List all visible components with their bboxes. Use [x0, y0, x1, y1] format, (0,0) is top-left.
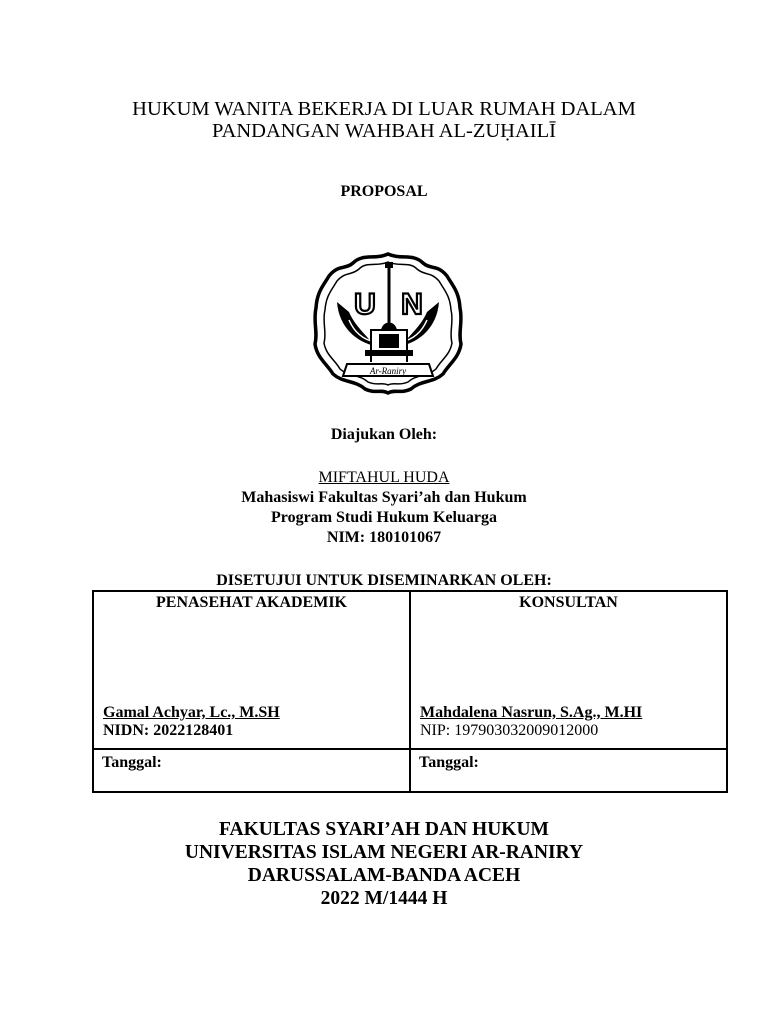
- student-info: [0, 488, 768, 548]
- consultant-name: Mahdalena Nasrun, S.Ag., M.HI: [420, 704, 643, 721]
- uin-ar-raniry-emblem-icon: [309, 250, 467, 396]
- approval-table: [92, 590, 728, 793]
- advisor-cell: [93, 591, 410, 749]
- consultant-signature-block: [420, 704, 642, 740]
- advisor-date-label: Tanggal:: [93, 749, 410, 792]
- student-faculty: Mahasiswi Fakultas Syari’ah dan Hukum: [241, 489, 527, 506]
- student-name: MIFTAHUL HUDA: [318, 469, 450, 486]
- institution-location: DARUSSALAM-BANDA ACEH: [247, 865, 521, 886]
- approval-date-row: [93, 749, 727, 792]
- logo-letter-n: N: [401, 288, 423, 321]
- advisor-signature-block: [103, 704, 280, 740]
- advisor-role: PENASEHAT AKADEMIK: [156, 594, 347, 611]
- approval-signature-row: [93, 591, 727, 749]
- approval-heading: DISETUJUI UNTUK DISEMINARKAN OLEH:: [216, 572, 552, 589]
- student-nim: NIM: 180101067: [326, 529, 442, 546]
- consultant-nip: NIP: 197903032009012000: [420, 722, 599, 739]
- document-type: PROPOSAL: [340, 183, 428, 200]
- advisor-name: Gamal Achyar, Lc., M.SH: [103, 704, 280, 721]
- submitted-by-label: Diajukan Oleh:: [330, 426, 438, 443]
- institution-university: UNIVERSITAS ISLAM NEGERI AR-RANIRY: [184, 842, 584, 863]
- consultant-cell: [410, 591, 727, 749]
- logo-ribbon-text: Ar-Raniry: [369, 366, 407, 376]
- consultant-role: KONSULTAN: [519, 594, 618, 611]
- logo-letter-u: U: [354, 288, 376, 321]
- title-line-2: PANDANGAN WAHBAH AL-ZUḤAILĪ: [212, 120, 556, 142]
- consultant-date-label: Tanggal:: [410, 749, 727, 792]
- document-title: [0, 98, 768, 142]
- title-line-1: HUKUM WANITA BEKERJA DI LUAR RUMAH DALAM: [132, 98, 636, 120]
- institution-faculty: FAKULTAS SYARI’AH DAN HUKUM: [219, 819, 549, 840]
- institution-block: [0, 818, 768, 910]
- institution-year: 2022 M/1444 H: [320, 888, 448, 909]
- advisor-nidn: NIDN: 2022128401: [103, 722, 234, 739]
- student-program: Program Studi Hukum Keluarga: [271, 509, 497, 526]
